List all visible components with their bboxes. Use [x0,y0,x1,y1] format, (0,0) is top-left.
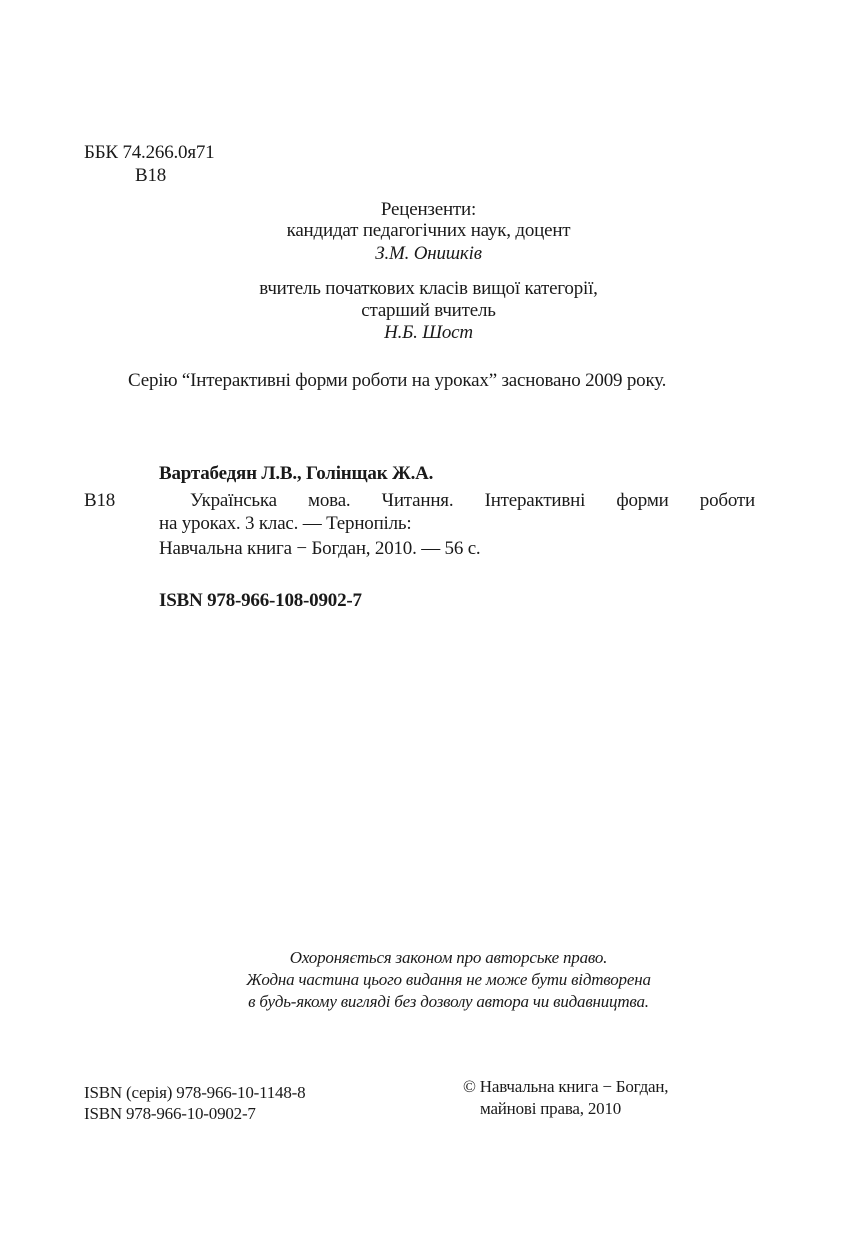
bib-line-2: на уроках. 3 клас. — Тернопіль: [159,513,412,534]
reviewers-heading: Рецензенти: [380,199,477,220]
bib-isbn: ISBN 978-966-108-0902-7 [159,590,362,611]
reviewer-2-name: Н.Б. Шост [384,322,473,343]
series-note: Серію “Інтерактивні форми роботи на уроках” засновано 2009 року. [128,370,667,391]
author-mark: В18 [135,165,167,186]
reviewer-1-name: З.М. Онишків [375,243,482,264]
bbk-code: ББК 74.266.0я71 [84,142,215,163]
bib-line-3: Навчальна книга − Богдан, 2010. — 56 с. [159,538,481,559]
copyright-line-1: © Навчальна книга − Богдан, [463,1077,669,1096]
copyright-notice-1: Охороняється законом про авторське право. [289,948,608,967]
bib-line-1: Українська мова. Читання. Інтерактивні форми роботи [190,490,755,511]
isbn-book: ISBN 978-966-10-0902-7 [84,1104,256,1123]
isbn-series: ISBN (серія) 978-966-10-1148-8 [84,1083,306,1102]
bib-code: В18 [84,490,116,511]
copyright-notice-3: в будь-якому вигляді без дозволу автора чи видавництва. [248,992,649,1011]
copyright-line-2: майнові права, 2010 [480,1099,622,1118]
reviewer-1-title: кандидат педагогічних наук, доцент [286,220,571,241]
copyright-notice-2: Жодна частина цього видання не може бути відтворена [246,970,651,989]
reviewer-2-title-2: старший вчитель [361,300,496,321]
authors: Вартабедян Л.В., Голінщак Ж.А. [159,463,434,484]
reviewer-2-title-1: вчитель початкових класів вищої категорії, [259,278,598,299]
